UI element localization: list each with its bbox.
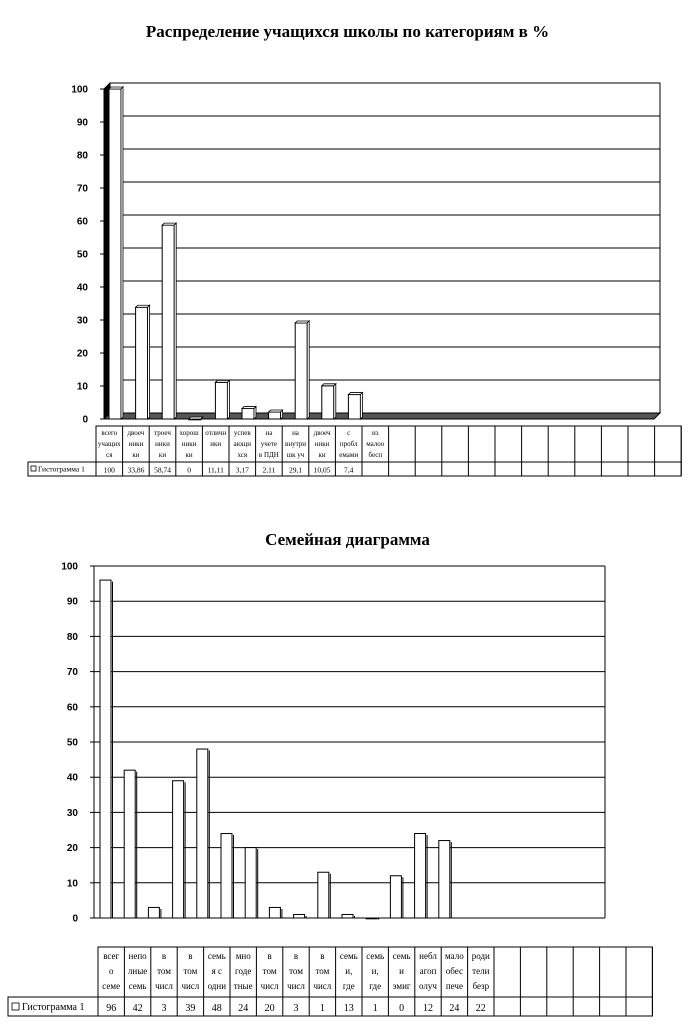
category-label: в ПДН (258, 451, 279, 459)
category-label: в (320, 951, 325, 961)
category-label: обес (445, 966, 463, 976)
category-label: пробл (339, 440, 358, 448)
data-label: 96 (106, 1003, 117, 1014)
category-label: троеч (154, 429, 171, 437)
data-label: 1 (319, 1003, 325, 1014)
category-label: где (369, 981, 382, 991)
category-label: мало (445, 951, 464, 961)
y-tick-label: 40 (66, 772, 78, 784)
category-label: тные (233, 981, 253, 991)
data-label: 11,11 (207, 465, 224, 475)
y-tick-label: 50 (66, 737, 78, 749)
category-label: двоеч (127, 429, 145, 437)
category-label: учете (260, 440, 278, 448)
category-label: семь (128, 981, 147, 991)
category-label: том (262, 966, 277, 976)
data-label: 0 (399, 1003, 405, 1014)
data-label: 22 (475, 1003, 486, 1014)
category-label: ки (318, 451, 326, 459)
category-label: ники (128, 440, 144, 448)
data-label: 3 (161, 1003, 167, 1014)
category-label: пече (445, 981, 463, 991)
y-tick-label: 0 (82, 414, 88, 426)
category-label: эмиг (392, 981, 411, 991)
category-label: шк уч (286, 451, 305, 459)
y-tick-label: 20 (66, 843, 78, 855)
bar-side (360, 393, 362, 419)
category-label: безр (472, 981, 490, 991)
category-label: ки (132, 451, 140, 459)
category-label: и, (371, 966, 379, 976)
data-label: 20 (264, 1003, 275, 1014)
category-label: ся (106, 451, 113, 459)
category-label: из (372, 429, 379, 437)
category-label: бесп (368, 451, 383, 459)
bar-side (121, 87, 123, 419)
legend-swatch (31, 466, 36, 471)
category-label: годе (235, 966, 252, 976)
category-label: том (183, 966, 198, 976)
data-label: 7,4 (344, 465, 354, 475)
bar-side (254, 407, 256, 419)
category-label: мно (235, 951, 251, 961)
category-label: и, (345, 966, 353, 976)
category-label: ики (210, 440, 222, 448)
plot-floor (104, 413, 660, 419)
bar (242, 409, 254, 419)
category-label: олуч (419, 981, 437, 991)
category-label: в (293, 951, 299, 961)
y-tick-label: 30 (76, 315, 88, 327)
category-label: в (161, 951, 167, 961)
bar-side (174, 223, 176, 419)
category-label: числ (155, 981, 173, 991)
data-label: 42 (132, 1003, 143, 1014)
y-tick-label: 10 (76, 381, 88, 393)
category-label: агоп (419, 966, 437, 976)
bar (109, 89, 121, 419)
category-label: тели (472, 966, 490, 976)
y-tick-label: 80 (76, 150, 88, 162)
category-label: о (108, 966, 114, 976)
y-tick-label: 70 (76, 183, 88, 195)
data-table-row (28, 462, 681, 476)
category-label: в (188, 951, 193, 961)
legend-series-name: Гистограмма 1 (38, 464, 85, 474)
y-tick-label: 60 (76, 216, 88, 228)
category-label: внутри (285, 440, 306, 448)
category-label: числ (260, 981, 279, 991)
data-label: 0 (187, 465, 191, 475)
bar-side (307, 321, 309, 419)
data-label: 39 (185, 1003, 196, 1014)
data-label: 58,74 (154, 465, 171, 475)
data-label: 1 (372, 1003, 378, 1014)
y-tick-label: 70 (66, 667, 78, 679)
data-label: 13 (343, 1003, 354, 1014)
bar-side (148, 305, 150, 419)
bar (322, 386, 334, 419)
category-label: и (399, 966, 405, 976)
category-label: том (315, 966, 330, 976)
data-label: 24 (238, 1003, 249, 1014)
category-label: ники (314, 440, 330, 448)
category-label: ники (155, 440, 170, 448)
data-label: 24 (449, 1003, 460, 1014)
data-label: 3 (293, 1003, 299, 1014)
category-label: успев (233, 429, 251, 437)
category-label: числ (313, 981, 332, 991)
bar (295, 323, 307, 419)
bar (215, 382, 227, 419)
bar (269, 412, 281, 419)
category-label: емами (339, 451, 359, 459)
data-label: 2,11 (262, 465, 276, 475)
category-label: я с (211, 966, 222, 976)
data-label: 29,1 (288, 465, 303, 475)
category-label: ники (181, 440, 197, 448)
data-label: 100 (103, 465, 115, 475)
bar (348, 395, 360, 419)
category-label: ки (158, 451, 167, 459)
y-tick-label: 30 (66, 807, 78, 819)
category-label: семь (207, 951, 226, 961)
y-tick-label: 90 (76, 117, 88, 129)
category-label: ающи (233, 440, 252, 448)
bar (136, 307, 148, 419)
category-label: семь (366, 951, 385, 961)
legend-series-name: Гистограмма 1 (22, 1002, 85, 1013)
category-label: ки (185, 451, 193, 459)
category-label: числ (181, 981, 200, 991)
category-label: всего (101, 429, 118, 437)
y-tick-label: 90 (66, 596, 78, 608)
category-label: лные (127, 966, 148, 976)
category-label: непо (128, 951, 147, 961)
category-label: одни (207, 981, 227, 991)
y-tick-label: 0 (72, 913, 78, 925)
bar-side (227, 380, 229, 419)
category-label: числ (287, 981, 305, 991)
category-label: отличн (205, 429, 227, 437)
data-label: 48 (211, 1003, 222, 1014)
y-tick-label: 100 (71, 84, 88, 96)
category-label: роди (471, 951, 490, 961)
category-label: том (157, 966, 171, 976)
category-label: в (267, 951, 272, 961)
y-tick-label: 60 (66, 702, 78, 714)
category-label: хся (237, 451, 248, 459)
data-label: 3,17 (235, 465, 249, 475)
category-label: том (289, 966, 303, 976)
category-label: всег (103, 951, 120, 961)
y-tick-label: 100 (61, 561, 78, 573)
y-tick-label: 50 (76, 249, 88, 261)
category-label: хорош (179, 429, 199, 437)
category-label: небл (419, 951, 437, 961)
y-tick-label: 40 (76, 282, 88, 294)
category-label: семь (392, 951, 411, 961)
category-label: с (347, 429, 351, 437)
category-label: на (265, 429, 273, 437)
bar-side (281, 410, 283, 419)
category-label: семь (339, 951, 358, 961)
data-label: 12 (423, 1003, 433, 1014)
category-label: на (292, 429, 299, 437)
category-label: двоеч (313, 429, 331, 437)
category-label: учащих (97, 440, 121, 448)
category-label: семе (102, 981, 121, 991)
y-tick-label: 20 (76, 348, 88, 360)
chart-title: Семейная диаграмма (265, 530, 430, 549)
category-label: где (342, 981, 355, 991)
data-label: 10,05 (313, 465, 331, 475)
y-tick-label: 80 (66, 631, 78, 643)
data-label: 33,86 (127, 465, 145, 475)
y-tick-label: 10 (66, 878, 78, 890)
category-label: малоо (366, 440, 385, 448)
bar-side (334, 384, 336, 419)
bar (162, 225, 174, 419)
chart-title: Распределение учащихся школы по категориям в % (145, 22, 550, 41)
